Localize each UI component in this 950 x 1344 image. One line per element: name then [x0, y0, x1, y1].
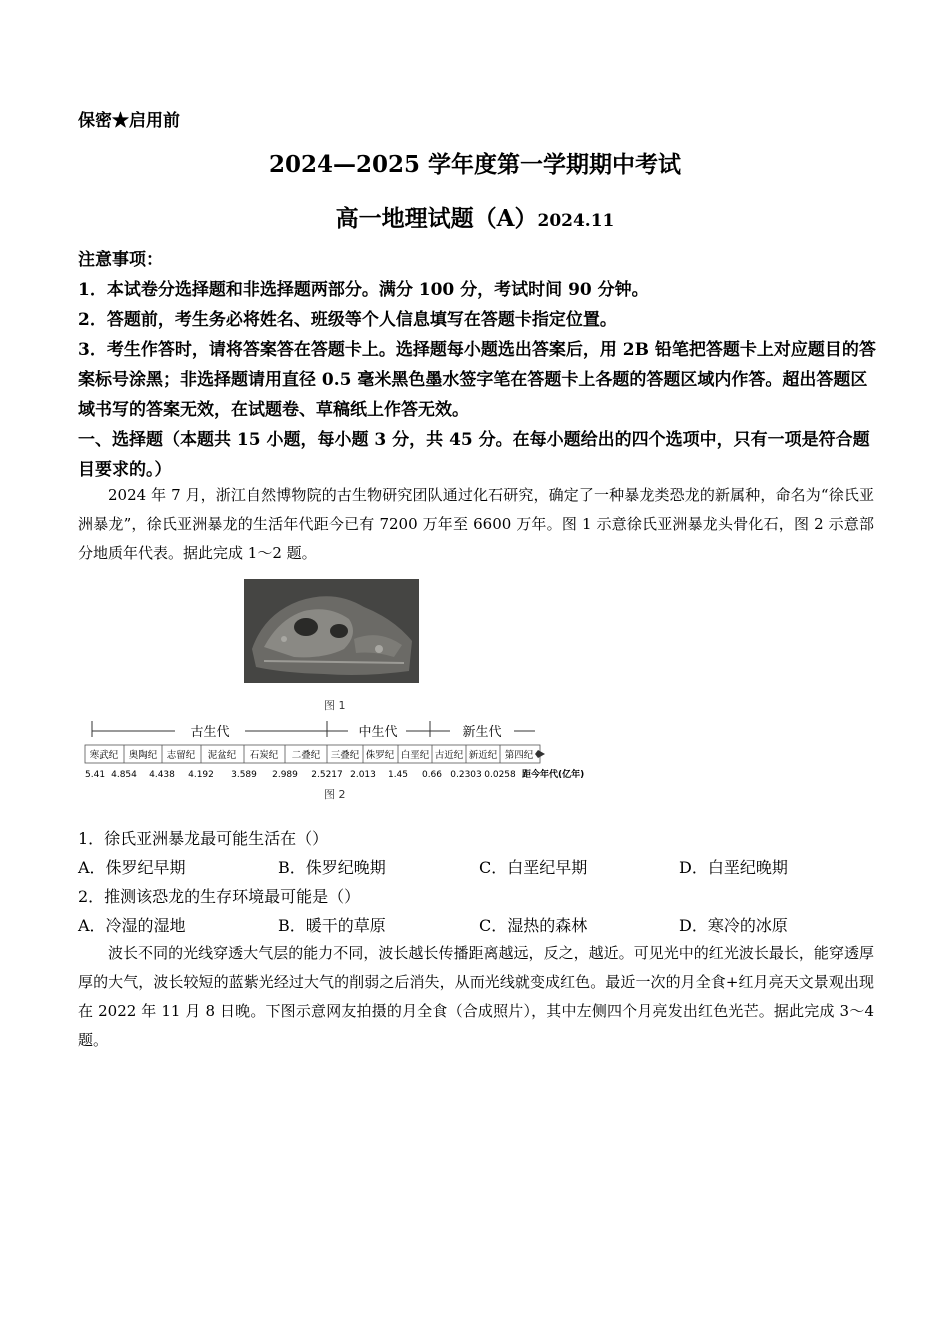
era-paleozoic: 古生代 — [190, 725, 230, 740]
passage-2-text: 波长不同的光线穿透大气层的能力不同，波长越长传播距离越远，反之，越近。可见光中的红光波长最长，能穿透厚厚的大气，波长较短的蓝紫光经过大气的削弱之后消失，从而光线就变成红色。最近一次的月全食+红月亮天文景观出现在 2022 年 11 月 8 日晚。下图示意网友拍摄的月全食（合成照片），其中左侧四个月亮发出红色光芒。据此完成 3～4 题。 — [78, 944, 874, 1049]
question-1-option-d: D．白垩纪晚期 — [679, 858, 788, 877]
fossil-skull-image — [244, 579, 419, 683]
age-label: 0.2303 — [450, 770, 482, 780]
period-triassic: 三叠纪 — [330, 750, 360, 761]
age-label: 2.5217 — [311, 770, 343, 780]
period-devonian: 泥盆纪 — [207, 750, 237, 761]
age-label: 4.192 — [188, 770, 214, 780]
fossil-skull-drawing — [244, 579, 419, 683]
passage-1 — [78, 481, 874, 568]
notice-item-1: 1．本试卷分选择题和非选择题两部分。满分 100 分，考试时间 90 分钟。 — [78, 280, 649, 300]
figure2-caption: 图 2 — [324, 788, 346, 801]
period-paleogene: 古近纪 — [434, 750, 464, 761]
question-1-option-b: B．侏罗纪晚期 — [278, 858, 386, 877]
period-neogene: 新近纪 — [468, 750, 498, 761]
age-label: 4.438 — [149, 770, 175, 780]
question-2-option-c: C．湿热的森林 — [479, 916, 588, 935]
exam-title: 2024—2025 学年度第一学期期中考试 — [268, 151, 682, 178]
period-silurian: 志留纪 — [166, 750, 196, 761]
period-quaternary: 第四纪 — [504, 750, 534, 761]
timeline-svg — [80, 715, 610, 785]
question-2-option-d: D．寒冷的冰原 — [679, 916, 788, 935]
notice-heading: 注意事项： — [78, 250, 163, 270]
period-ordovician: 奥陶纪 — [128, 750, 158, 761]
age-label: 0.66 — [421, 770, 443, 780]
secret-label: 保密★启用前 — [78, 111, 180, 131]
notice-item-3: 3．考生作答时，请将答案答在答题卡上。选择题每小题选出答案后，用 2B 铅笔把答题卡上对应题目的答案标号涂黑；非选择题请用直径 0.5 毫米黑色墨水签字笔在答题卡上各题的答题区域内作答。超出答题区域书写的答案无效，在试题卷、草稿纸上作答无效。 — [78, 340, 876, 420]
age-label: 2.989 — [272, 770, 298, 780]
period-cambrian: 寒武纪 — [89, 750, 119, 761]
notice-item-2: 2．答题前，考生务必将姓名、班级等个人信息填写在答题卡指定位置。 — [78, 310, 617, 330]
question-1-option-c: C．白垩纪早期 — [479, 858, 588, 877]
passage-1-text: 2024 年 7 月，浙江自然博物院的古生物研究团队通过化石研究，确定了一种暴龙类恐龙的新属种，命名为“徐氏亚洲暴龙”，徐氏亚洲暴龙的生活年代距今已有 7200 万年至 6600 万年。图 1 示意徐氏亚洲暴龙头骨化石，图 2 示意部分地质年代表。据此完成 1～2 题。 — [78, 486, 874, 562]
period-carboniferous: 石炭纪 — [249, 750, 279, 761]
age-label: 1.45 — [387, 770, 409, 780]
question-1-stem: 1．徐氏亚洲暴龙最可能生活在（） — [78, 829, 329, 848]
age-label: 0.0258 — [484, 770, 516, 780]
age-label: 4.854 — [111, 770, 137, 780]
section1-heading: 一、选择题（本题共 15 小题，每小题 3 分，共 45 分。在每小题给出的四个选项中，只有一项是符合题目要求的。） — [78, 430, 870, 480]
question-2-option-a: A．冷湿的湿地 — [78, 916, 186, 935]
age-label: 2.013 — [350, 770, 376, 780]
question-2-stem: 2．推测该恐龙的生存环境最可能是（） — [78, 887, 361, 906]
paper-date: 2024.11 — [537, 211, 615, 231]
period-permian: 二叠纪 — [291, 750, 321, 761]
period-cretaceous: 白垩纪 — [400, 750, 430, 761]
passage-2 — [78, 939, 874, 1055]
age-label: 5.41 — [85, 770, 106, 780]
paper-title-text: 高一地理试题（A） — [335, 205, 538, 232]
period-jurassic: 侏罗纪 — [365, 750, 395, 761]
age-label: 3.589 — [231, 770, 257, 780]
era-cenozoic: 新生代 — [462, 725, 502, 740]
axis-label: 距今年代(亿年) — [522, 770, 585, 780]
geologic-timeline — [80, 715, 610, 785]
figure1-caption: 图 1 — [324, 699, 346, 712]
question-2-option-b: B．暖干的草原 — [278, 916, 386, 935]
question-1-option-a: A．侏罗纪早期 — [78, 858, 186, 877]
era-mesozoic: 中生代 — [358, 725, 398, 740]
notice-block — [78, 245, 878, 485]
paper-title — [0, 200, 950, 233]
